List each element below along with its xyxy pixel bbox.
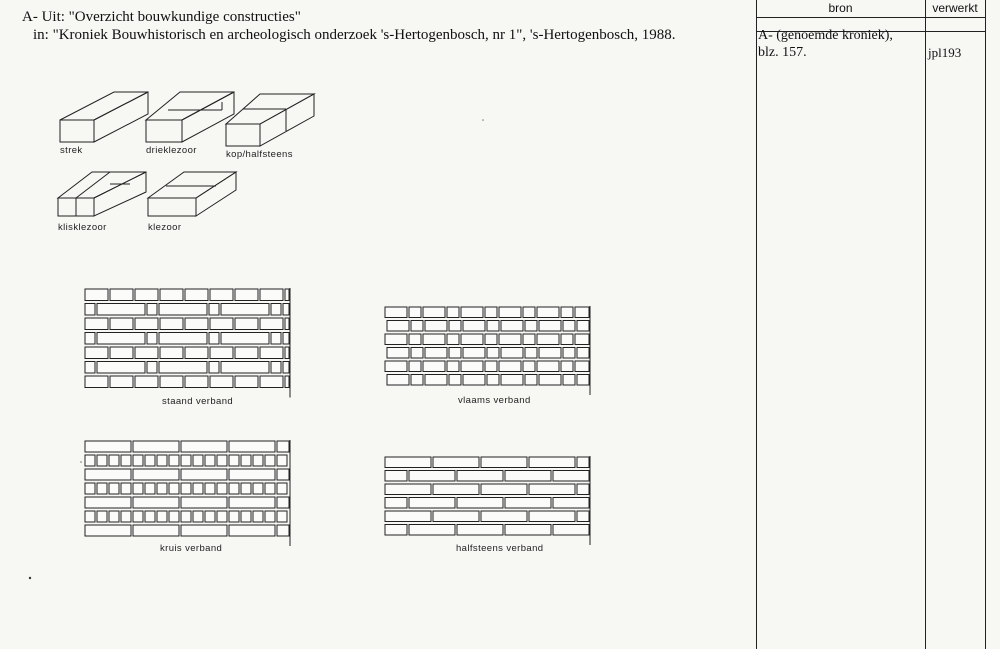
citation-line-1: A- Uit: "Overzicht bouwkundige constructies" — [22, 9, 301, 25]
brick — [260, 347, 283, 359]
brick — [221, 362, 269, 374]
brick — [487, 348, 499, 359]
brick — [135, 376, 158, 388]
brick — [487, 321, 499, 332]
brick — [487, 375, 499, 386]
brick — [260, 376, 283, 388]
brick — [433, 511, 479, 522]
brick — [387, 348, 409, 359]
brick — [285, 318, 289, 330]
brick — [229, 469, 275, 480]
brick — [577, 484, 589, 495]
scan-speck — [482, 119, 484, 121]
brick — [160, 347, 183, 359]
brick — [553, 471, 589, 482]
brick — [277, 525, 289, 536]
brick — [181, 441, 227, 452]
brick — [277, 455, 287, 466]
brick — [205, 455, 215, 466]
brick-drieklezoor — [146, 92, 234, 156]
brick — [181, 483, 191, 494]
brick — [433, 457, 479, 468]
brick — [85, 441, 131, 452]
brick — [145, 483, 155, 494]
brick — [423, 334, 445, 345]
label-kruis-verband: kruis verband — [160, 543, 223, 554]
brick — [385, 525, 407, 536]
brick — [217, 455, 227, 466]
brick — [260, 289, 283, 301]
label-klezoor: klezoor — [148, 222, 182, 233]
citation-line-2: in: "Kroniek Bouwhistorisch en archeologisch onderzoek 's-Hertogenbosch, nr 1", 's-Hertogenbosch, 1988. — [33, 27, 676, 43]
brick — [135, 318, 158, 330]
brick — [425, 321, 447, 332]
table-border-right — [985, 0, 986, 649]
brick — [181, 469, 227, 480]
brick — [209, 304, 219, 316]
brick — [385, 307, 407, 318]
brick — [229, 483, 239, 494]
brick — [110, 347, 133, 359]
brick — [185, 318, 208, 330]
brick-klezoor — [148, 172, 236, 233]
brick — [241, 455, 251, 466]
brick — [457, 471, 503, 482]
brick — [457, 525, 503, 536]
brick — [159, 362, 207, 374]
brick — [217, 483, 227, 494]
brick — [85, 333, 95, 345]
brick — [501, 348, 523, 359]
brick — [425, 348, 447, 359]
brick — [181, 511, 191, 522]
brick — [505, 525, 551, 536]
brick — [523, 361, 535, 372]
column-header-verwerkt: verwerkt — [932, 1, 978, 15]
brick — [97, 483, 107, 494]
brick — [121, 483, 131, 494]
table-header-rule — [756, 17, 985, 18]
brick — [133, 483, 143, 494]
brick — [85, 289, 108, 301]
brick — [253, 455, 263, 466]
brick — [447, 334, 459, 345]
wall-kruis-verband — [85, 440, 290, 546]
brick — [85, 469, 131, 480]
brick — [97, 304, 145, 316]
brick — [575, 361, 589, 372]
brick — [133, 525, 179, 536]
brick — [229, 511, 239, 522]
brick — [283, 333, 289, 345]
brick — [235, 289, 258, 301]
brick — [563, 321, 575, 332]
brick — [110, 318, 133, 330]
brick — [277, 511, 287, 522]
brick — [411, 375, 423, 386]
brick — [235, 347, 258, 359]
brick — [229, 497, 275, 508]
brick-klisklezoor — [58, 172, 146, 233]
brick — [210, 289, 233, 301]
brick — [110, 289, 133, 301]
brick — [387, 375, 409, 386]
brick — [525, 348, 537, 359]
brick — [85, 304, 95, 316]
brick — [447, 307, 459, 318]
brick — [217, 511, 227, 522]
brick — [159, 333, 207, 345]
scan-speck — [29, 577, 31, 579]
bron-cell-line-2: blz. 157. — [758, 45, 807, 60]
brick — [461, 361, 483, 372]
brick — [169, 483, 179, 494]
brick — [539, 348, 561, 359]
brick — [235, 376, 258, 388]
brick — [135, 347, 158, 359]
brick — [193, 483, 203, 494]
brick — [529, 457, 575, 468]
brick — [409, 307, 421, 318]
brick — [463, 348, 485, 359]
brick-strek — [60, 92, 148, 156]
brick — [385, 361, 407, 372]
brick — [85, 455, 95, 466]
brick — [449, 348, 461, 359]
brick — [109, 511, 119, 522]
brick — [385, 511, 431, 522]
brick — [485, 361, 497, 372]
label-drieklezoor: drieklezoor — [146, 145, 197, 156]
brick — [481, 457, 527, 468]
brick — [409, 361, 421, 372]
brick — [423, 361, 445, 372]
brick — [133, 511, 143, 522]
brick — [85, 362, 95, 374]
brick — [85, 318, 108, 330]
brick — [457, 498, 503, 509]
brick — [525, 375, 537, 386]
brick — [265, 455, 275, 466]
brick — [385, 471, 407, 482]
brick — [121, 455, 131, 466]
brick — [409, 471, 455, 482]
brick — [561, 334, 573, 345]
brick — [147, 362, 157, 374]
brick — [229, 525, 275, 536]
brick — [385, 457, 431, 468]
brick — [109, 483, 119, 494]
brick — [110, 376, 133, 388]
brick — [449, 321, 461, 332]
brick — [523, 307, 535, 318]
brick — [260, 318, 283, 330]
brick — [385, 484, 431, 495]
brick — [253, 511, 263, 522]
brick — [209, 333, 219, 345]
label-staand-verband: staand verband — [162, 396, 234, 407]
label-halfsteens-verband: halfsteens verband — [456, 543, 544, 554]
brick — [409, 334, 421, 345]
brick — [277, 483, 287, 494]
label-strek: strek — [60, 145, 83, 156]
brick — [85, 525, 131, 536]
brick — [523, 334, 535, 345]
brick — [253, 483, 263, 494]
brick — [235, 318, 258, 330]
brick — [271, 333, 281, 345]
brick — [221, 304, 269, 316]
brick — [160, 376, 183, 388]
brick — [97, 333, 145, 345]
brick — [205, 511, 215, 522]
brick — [277, 469, 289, 480]
wall-halfsteens-verband — [385, 456, 590, 545]
brick — [425, 375, 447, 386]
brick — [563, 375, 575, 386]
brick — [423, 307, 445, 318]
brick — [575, 334, 589, 345]
brick — [563, 348, 575, 359]
brick — [553, 498, 589, 509]
wall-vlaams-verband — [385, 306, 590, 395]
brick — [539, 375, 561, 386]
brick — [577, 348, 589, 359]
brick — [185, 376, 208, 388]
brick — [193, 511, 203, 522]
brick — [463, 321, 485, 332]
brick — [85, 347, 108, 359]
brick — [499, 361, 521, 372]
brick — [537, 334, 559, 345]
brick — [577, 457, 589, 468]
brick — [160, 289, 183, 301]
brick — [85, 511, 95, 522]
brick — [205, 483, 215, 494]
brick — [210, 318, 233, 330]
brick — [529, 511, 575, 522]
brick — [505, 471, 551, 482]
brick — [210, 376, 233, 388]
source-table — [756, 0, 1000, 649]
brick — [157, 511, 167, 522]
brick — [577, 321, 589, 332]
brick — [97, 455, 107, 466]
brick — [181, 455, 191, 466]
brick — [433, 484, 479, 495]
brick — [181, 497, 227, 508]
brick — [501, 375, 523, 386]
brick — [147, 304, 157, 316]
brick — [499, 307, 521, 318]
brick — [271, 362, 281, 374]
brick — [481, 511, 527, 522]
table-column-divider — [925, 0, 926, 649]
brick — [209, 362, 219, 374]
brick — [147, 333, 157, 345]
brick — [525, 321, 537, 332]
brick — [461, 307, 483, 318]
brick — [463, 375, 485, 386]
brick — [485, 334, 497, 345]
brick — [575, 307, 589, 318]
brick — [157, 455, 167, 466]
brick — [160, 318, 183, 330]
brick-kop-halfsteens — [226, 94, 314, 160]
brick — [553, 525, 589, 536]
brick — [481, 484, 527, 495]
brick — [537, 307, 559, 318]
brick — [499, 334, 521, 345]
brick — [97, 362, 145, 374]
brick — [283, 362, 289, 374]
brick — [285, 376, 289, 388]
brick — [133, 469, 179, 480]
label-klisklezoor: klisklezoor — [58, 222, 107, 233]
brick — [537, 361, 559, 372]
brick — [501, 321, 523, 332]
label-vlaams-verband: vlaams verband — [458, 395, 531, 406]
brick — [169, 455, 179, 466]
brick — [145, 455, 155, 466]
brick — [221, 333, 269, 345]
brick — [577, 375, 589, 386]
label-kop-halfsteens: kop/halfsteens — [226, 149, 293, 160]
brick — [409, 498, 455, 509]
brick — [210, 347, 233, 359]
brick — [133, 497, 179, 508]
brick — [185, 347, 208, 359]
brick — [283, 304, 289, 316]
brick — [561, 307, 573, 318]
bron-cell-line-1: A- (genoemde kroniek), — [758, 28, 893, 43]
brick — [241, 483, 251, 494]
brick — [169, 511, 179, 522]
brick — [193, 455, 203, 466]
brick — [185, 289, 208, 301]
brick — [277, 497, 289, 508]
brick — [387, 321, 409, 332]
brick — [181, 525, 227, 536]
scan-speck — [80, 461, 82, 463]
brick — [529, 484, 575, 495]
table-border-left — [756, 0, 757, 649]
brick — [385, 498, 407, 509]
brick — [133, 441, 179, 452]
wall-staand-verband — [85, 288, 290, 398]
brick — [109, 455, 119, 466]
brick — [461, 334, 483, 345]
brick — [229, 455, 239, 466]
brick — [485, 307, 497, 318]
brick — [539, 321, 561, 332]
column-header-bron: bron — [828, 1, 853, 15]
verwerkt-cell: jpl193 — [928, 45, 962, 60]
brick — [85, 483, 95, 494]
brick — [145, 511, 155, 522]
brick — [97, 511, 107, 522]
brick — [577, 511, 589, 522]
brick — [285, 347, 289, 359]
brick — [385, 334, 407, 345]
brick — [159, 304, 207, 316]
brick — [265, 511, 275, 522]
brick — [121, 511, 131, 522]
brick — [85, 376, 108, 388]
brick — [411, 348, 423, 359]
brick — [409, 525, 455, 536]
brick — [277, 441, 289, 452]
brick — [449, 375, 461, 386]
brick — [505, 498, 551, 509]
brick — [85, 497, 131, 508]
brick — [265, 483, 275, 494]
brick — [241, 511, 251, 522]
brick — [133, 455, 143, 466]
brick — [271, 304, 281, 316]
brick — [285, 289, 289, 301]
brick — [411, 321, 423, 332]
brick — [135, 289, 158, 301]
brick — [157, 483, 167, 494]
brick — [229, 441, 275, 452]
brick — [447, 361, 459, 372]
brick — [561, 361, 573, 372]
